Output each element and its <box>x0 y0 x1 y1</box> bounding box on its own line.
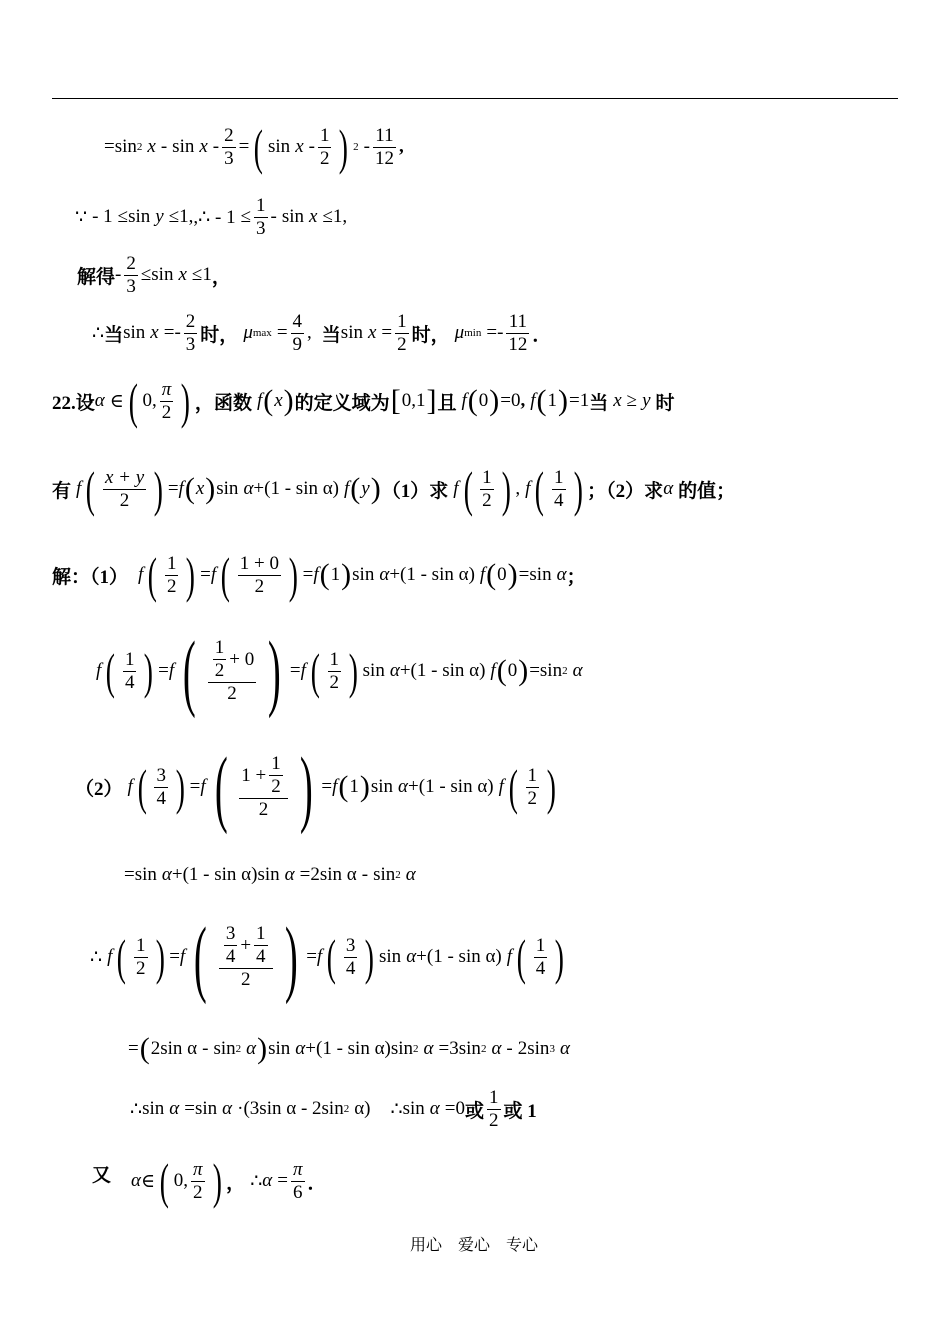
fraction: $\frac{1}{3}$ <box>256 195 266 239</box>
solution-1-line-1: 解：（1） f ( $\frac{1}{2}$ ) = f ( $\frac{1 + 0}{2}$ ) = f ( 1 ) sin α + (1 - sin α) f ( 0 ) = sin α ； <box>52 547 586 603</box>
fraction: $\frac{1}{2}$ <box>527 764 538 809</box>
fraction: $\frac{1}{2}$ <box>136 934 146 979</box>
fraction: $\frac{11}{12}$ <box>508 311 528 355</box>
fraction: $\frac{11}{12}$ <box>374 124 394 169</box>
eq-line-3: 解得 - $\frac{2}{3}$ ≤ sin x ≤ 1 ， <box>77 253 231 297</box>
solution-2-line-6: 又 α ∈ ( 0, $\frac{\pi}{2}$ ) ， ∴ α = $\frac{\pi}{6}$ ． <box>92 1153 327 1209</box>
fraction: $\frac{1 + 0}{2}$ <box>239 552 279 597</box>
fraction: $\frac{3}{4}$ + $\frac{1}{4}$ 2 <box>219 924 273 990</box>
fraction: $\frac{\pi}{2}$ <box>192 1158 203 1203</box>
problem-22-line-2: 有 f ( $\frac{x + y}{2}$ ) = f ( x ) sin α + (1 - sin α) f ( y ) （1）求 f ( $\frac{1}{2}$ ) , f ( $\frac{1}{4}$ ) ；（2）求 α 的值； <box>52 461 736 517</box>
fraction: $\frac{2}{3}$ <box>126 253 136 297</box>
fraction: $\frac{3}{4}$ <box>345 934 356 979</box>
fraction: $\frac{1}{2}$ <box>166 552 177 597</box>
eq-line-2: ∵ - 1 ≤ sin y ≤1, ,∴ - 1 ≤ $\frac{1}{3}$ - sin x ≤1, <box>75 195 348 239</box>
header-rule <box>52 98 898 99</box>
page-footer: 用心 爱心 专心 <box>410 1235 539 1254</box>
fraction: $\frac{1}{2}$ <box>482 466 492 511</box>
solution-2-line-5: ∴ sin α = sin α · (3sin α - 2sin 2 α) ∴ sin α = 0 或 $\frac{1}{2}$ 或 1 <box>130 1087 537 1131</box>
solution-2-line-4: = ( 2sin α - sin 2 α ) sin α + (1 - sin α) sin 2 α = 3sin 2 α - 2sin 3 α <box>128 1032 570 1065</box>
fraction: $\frac{4}{9}$ <box>292 311 303 355</box>
fraction: $\frac{1}{4}$ <box>554 466 564 511</box>
solution-2-line-1: （2） f ( $\frac{3}{4}$ ) = f ( 1 + $\frac{1}{2}$ 2 ) = f ( 1 ) sin α + (1 - sin α) f ( $\frac{1}{2}$ ) <box>75 739 556 835</box>
problem-22-line-1: 22.设 α ∈ ( 0, $\frac{\pi}{2}$ ) ， 函数 f ( x ) 的定义域为 [ 0,1 ] 且 f ( 0 ) = 0 , f ( 1 ) = 1 当 x ≥ y 时 <box>52 373 675 429</box>
fraction: $\frac{1}{2}$ <box>329 648 339 693</box>
fraction: $\frac{1}{2}$ + 0 2 <box>208 638 256 704</box>
solution-2-line-2: = sin α + (1 - sin α) sin α = 2sin α - sin 2 α <box>124 864 416 885</box>
solution-1-line-2: f ( $\frac{1}{4}$ ) = f ( $\frac{1}{2}$ + 0 2 ) = f ( $\frac{1}{2}$ ) sin α + (1 - sin α) f ( 0 ) = sin 2 α <box>96 623 583 719</box>
fraction: $\frac{1}{2}$ <box>397 311 407 355</box>
fraction: $\frac{1}{4}$ <box>124 648 135 693</box>
fraction: $\frac{1}{4}$ <box>535 934 546 979</box>
fraction: 1 + $\frac{1}{2}$ 2 <box>239 754 287 820</box>
fraction: $\frac{x + y}{2}$ <box>104 466 145 511</box>
solution-2-line-3: ∴ f ( $\frac{1}{2}$ ) = f ( $\frac{3}{4}$ + $\frac{1}{4}$ 2 ) = f ( $\frac{3}{4}$ ) sin α + (1 - sin α) f ( $\frac{1}{4}$ ) <box>90 909 565 1005</box>
eq-line-4: ∴ 当 sin x = - $\frac{2}{3}$ 时 ， μ max = $\frac{4}{9}$ , 当 sin x = $\frac{1}{2}$ 时 ， μ min = - $\frac{11}{12}$ ． <box>92 311 552 355</box>
fraction: $\frac{2}{3}$ <box>185 311 196 355</box>
fraction: $\frac{3}{4}$ <box>156 764 166 809</box>
eq-line-1: = sin 2 x - sin x - $\frac{2}{3}$ = ( sin x - $\frac{1}{2}$ ) 2 - $\frac{11}{12}$ , <box>104 119 404 175</box>
fraction: $\frac{1}{2}$ <box>489 1087 499 1131</box>
fraction: $\frac{1}{2}$ <box>319 124 330 169</box>
fraction: $\frac{2}{3}$ <box>224 124 234 169</box>
fraction: $\frac{\pi}{2}$ <box>161 378 172 423</box>
fraction: $\frac{\pi}{6}$ <box>292 1158 303 1203</box>
